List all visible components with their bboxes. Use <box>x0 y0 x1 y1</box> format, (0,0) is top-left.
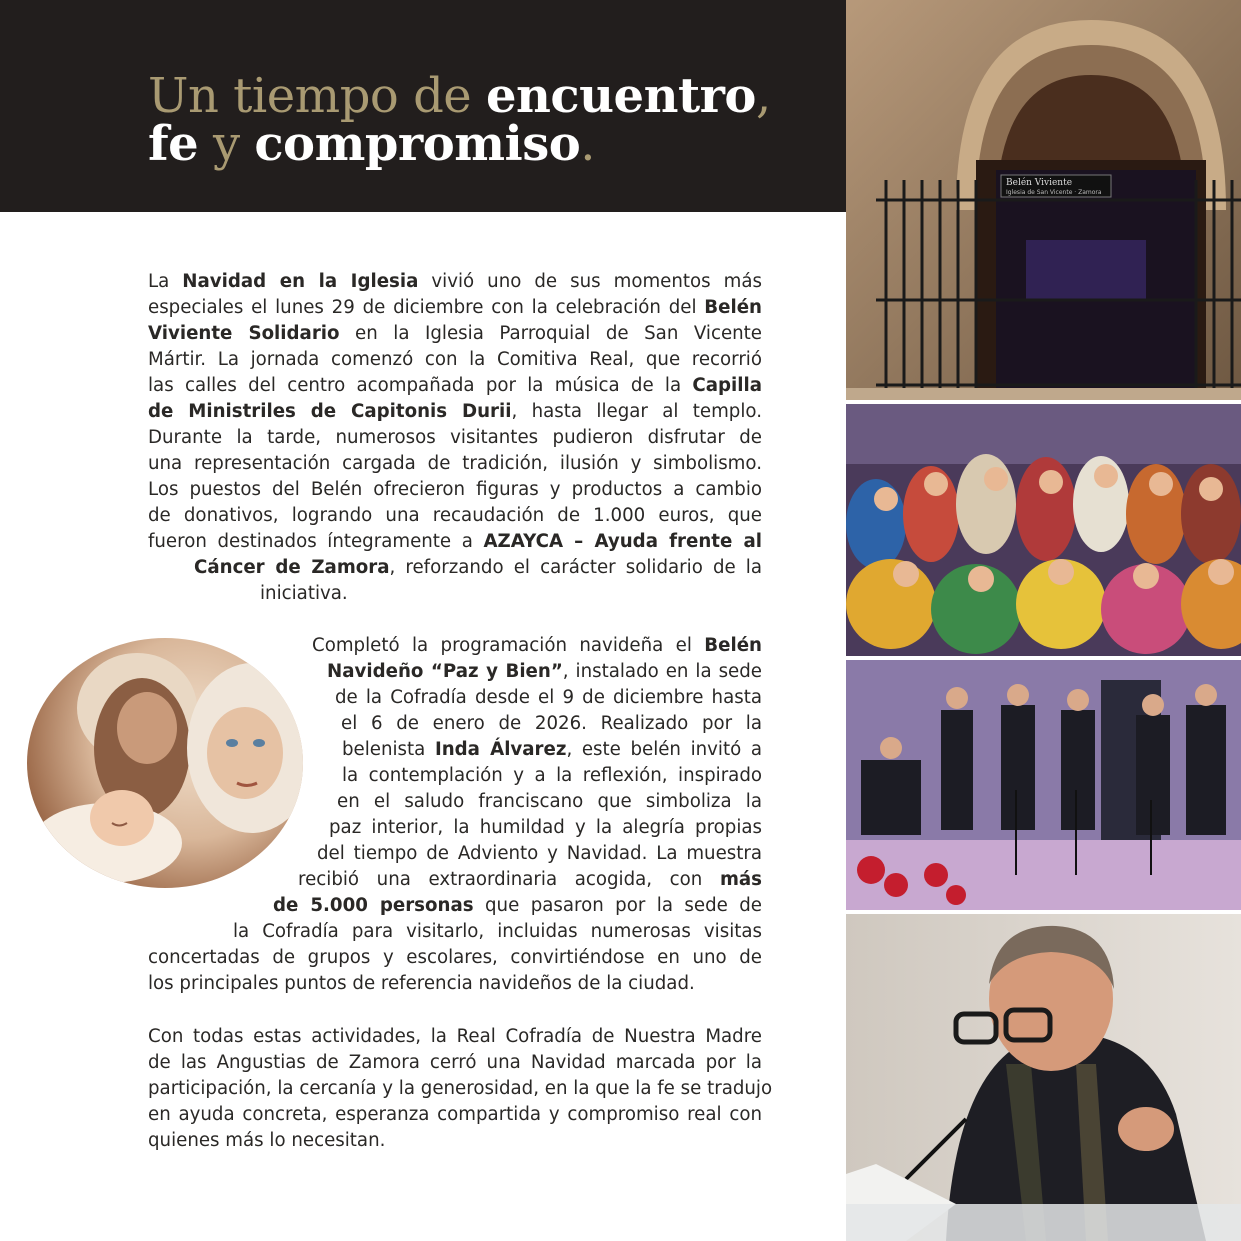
bold-text-run: Belén <box>704 635 762 656</box>
bold-text-run: Viviente Solidario <box>148 323 340 344</box>
title-part: , <box>755 68 771 124</box>
text-line <box>148 581 762 607</box>
bold-text-run: Belén <box>704 297 762 318</box>
text-line <box>148 867 762 893</box>
text-run: el 6 de enero de 2026. Realizado por la <box>341 713 762 734</box>
bold-text-run: Navidad en la Iglesia <box>182 271 419 292</box>
text-run: una representación cargada de tradición, ilusión y simbolismo. <box>148 453 762 474</box>
text-run: participación, la cercanía y la generosidad, en la que la fe se tradujo <box>148 1078 773 1099</box>
text-line <box>148 893 762 919</box>
text-run: de las Angustias de Zamora cerró una Navidad marcada por la <box>148 1052 762 1073</box>
text-line <box>148 399 762 425</box>
title-line-1 <box>148 68 771 124</box>
text-run: en ayuda concreta, esperanza compartida y compromiso real con <box>148 1104 762 1125</box>
bold-text-run: de 5.000 personas <box>273 895 474 916</box>
page-title <box>148 68 771 172</box>
text-line <box>148 1128 762 1154</box>
text-run: los principales puntos de referencia navideños de la ciudad. <box>148 973 695 994</box>
choir-concert-photo <box>846 660 1241 910</box>
paragraph-1 <box>148 269 762 607</box>
title-part: Un tiempo de <box>148 68 486 124</box>
text-line <box>148 555 762 581</box>
text-run: las calles del centro acompañada por la música de la <box>148 375 693 396</box>
title-part: . <box>580 116 596 172</box>
text-run: , hasta llegar al templo. <box>511 401 762 422</box>
text-run: recibió una extraordinaria acogida, con <box>298 869 720 890</box>
bold-text-run: AZAYCA – Ayuda frente al <box>483 531 762 552</box>
text-line <box>148 347 762 373</box>
bold-text-run: Inda Álvarez <box>434 739 567 760</box>
title-part: fe <box>148 116 199 172</box>
title-banner <box>0 0 846 212</box>
text-line <box>148 529 762 555</box>
bold-text-run: más <box>719 869 762 890</box>
bold-text-run: Capilla <box>692 375 762 396</box>
text-line <box>148 945 762 971</box>
text-line <box>148 919 762 945</box>
text-run: La <box>148 271 183 292</box>
text-run: quienes más lo necesitan. <box>148 1130 386 1151</box>
text-run: , reforzando el carácter solidario de la <box>389 557 762 578</box>
text-run: especiales el lunes 29 de diciembre con la celebración del <box>148 297 705 318</box>
sign-text-2: Iglesia de San Vicente · Zamora <box>1006 189 1102 196</box>
bold-text-run: Navideño “Paz y Bien” <box>327 661 563 682</box>
text-run: , este belén invitó a <box>566 739 763 760</box>
speaker-photo <box>846 914 1241 1241</box>
text-line <box>148 503 762 529</box>
title-part: y <box>198 116 255 172</box>
title-part: encuentro <box>485 68 756 124</box>
text-run: Los puestos del Belén ofrecieron figuras y productos a cambio <box>148 479 762 500</box>
text-run: del tiempo de Adviento y Navidad. La muestra <box>317 843 762 864</box>
text-line <box>148 373 762 399</box>
text-line <box>148 971 762 997</box>
text-run: paz interior, la humildad y la alegría propias <box>329 817 762 838</box>
living-nativity-photo <box>846 404 1241 656</box>
sign-text-1: Belén Viviente <box>1006 178 1073 188</box>
text-line <box>148 425 762 451</box>
text-line <box>148 269 762 295</box>
text-run: en el saludo franciscano que simboliza la <box>337 791 762 812</box>
text-line <box>148 477 762 503</box>
title-part: compromiso <box>254 116 581 172</box>
text-run: que pasaron por la sede de <box>473 895 762 916</box>
text-run: de la Cofradía desde el 9 de diciembre hasta <box>335 687 762 708</box>
text-run: de donativos, logrando una recaudación de 1.000 euros, que <box>148 505 762 526</box>
text-line <box>148 633 762 659</box>
text-line <box>148 321 762 347</box>
text-run: fueron destinados íntegramente a <box>148 531 484 552</box>
text-line <box>148 1076 773 1102</box>
holy-family-image <box>27 638 303 888</box>
bold-text-run: de Ministriles de Capitonis Durii <box>148 401 512 422</box>
bold-text-run: Cáncer de Zamora <box>194 557 390 578</box>
text-line <box>148 1102 762 1128</box>
text-run: Durante la tarde, numerosos visitantes pudieron disfrutar de <box>148 427 762 448</box>
text-run: la Cofradía para visitarlo, incluidas numerosas visitas <box>233 921 762 942</box>
text-run: iniciativa. <box>260 583 348 604</box>
text-line <box>148 1024 762 1050</box>
text-run: Con todas estas actividades, la Real Cofradía de Nuestra Madre <box>148 1026 762 1047</box>
text-run: la contemplación y a la reflexión, inspirado <box>342 765 762 786</box>
text-run: , instalado en la sede <box>562 661 762 682</box>
text-run: Mártir. La jornada comenzó con la Comitiva Real, que recorrió <box>148 349 762 370</box>
text-line <box>148 1050 762 1076</box>
text-run: en la Iglesia Parroquial de San Vicente <box>339 323 762 344</box>
text-line <box>148 451 762 477</box>
text-run: concertadas de grupos y escolares, convirtiéndose en uno de <box>148 947 762 968</box>
title-line-2 <box>148 116 771 172</box>
text-line <box>148 295 762 321</box>
paragraph-3 <box>148 1024 773 1154</box>
text-run: Completó la programación navideña el <box>312 635 705 656</box>
text-run: vivió uno de sus momentos más <box>418 271 762 292</box>
text-run: belenista <box>342 739 435 760</box>
church-door-photo <box>846 0 1241 400</box>
